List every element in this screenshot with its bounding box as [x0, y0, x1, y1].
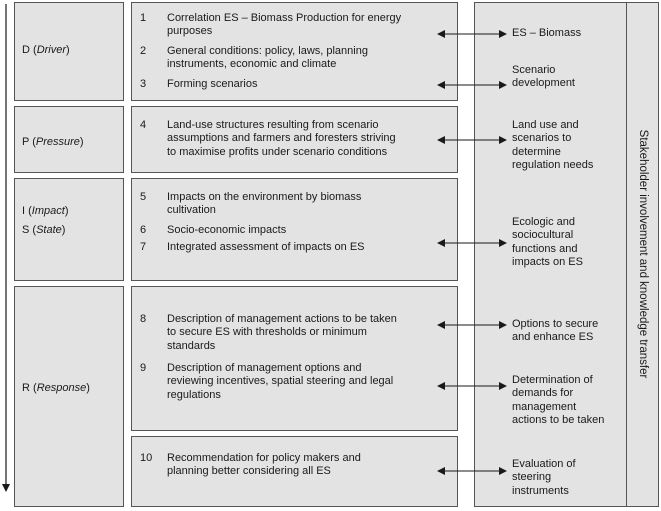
step-number: 5: [140, 191, 147, 203]
output-text: Scenario development: [512, 64, 575, 90]
phase-label-driver: D (Driver): [22, 44, 70, 56]
step-text: Correlation ES – Biomass Production for energy purposes: [167, 12, 402, 38]
step-text: Socio-economic impacts: [167, 224, 287, 236]
step-text: Recommendation for policy makers and planning better considering all ES: [167, 452, 361, 478]
step-text: General conditions: policy, laws, planning instruments, economic and climate: [167, 45, 368, 71]
step-text: Description of management actions to be taken to secure ES with thresholds or minimum standards: [167, 313, 397, 352]
step-number: 8: [140, 313, 147, 325]
phase-label-impact: I (Impact): [22, 205, 69, 217]
step-number: 2: [140, 45, 147, 57]
output-text: Determination of demands for management actions to be taken: [512, 374, 605, 427]
phase-label-response: R (Response): [22, 382, 90, 394]
step-text: Description of management options and reviewing incentives, spatial steering and legal regulations: [167, 362, 394, 401]
step-text: Forming scenarios: [167, 78, 258, 90]
step-number: 9: [140, 362, 147, 374]
output-text: ES – Biomass: [512, 27, 582, 39]
step-text: Integrated assessment of impacts on ES: [167, 241, 365, 253]
output-text: Ecologic and sociocultural functions and impacts on ES: [512, 216, 583, 269]
phase-label-pressure: P (Pressure): [22, 136, 84, 148]
output-text: Land use and scenarios to determine regulation needs: [512, 119, 594, 172]
step-number: 10: [140, 452, 153, 464]
step-number: 3: [140, 78, 147, 90]
output-text: Options to secure and enhance ES: [512, 318, 599, 344]
stakeholder-label: Stakeholder involvement and knowledge transfer: [637, 129, 649, 379]
step-number: 4: [140, 119, 147, 131]
output-text: Evaluation of steering instruments: [512, 458, 576, 497]
step-number: 1: [140, 12, 147, 24]
phase-label-state: S (State): [22, 224, 66, 236]
step-number: 7: [140, 241, 147, 253]
step-text: Impacts on the environment by biomass cultivation: [167, 191, 362, 217]
step-text: Land-use structures resulting from scenario assumptions and farmers and foresters striving to maximise profits under scenario conditions: [167, 119, 396, 158]
step-number: 6: [140, 224, 147, 236]
